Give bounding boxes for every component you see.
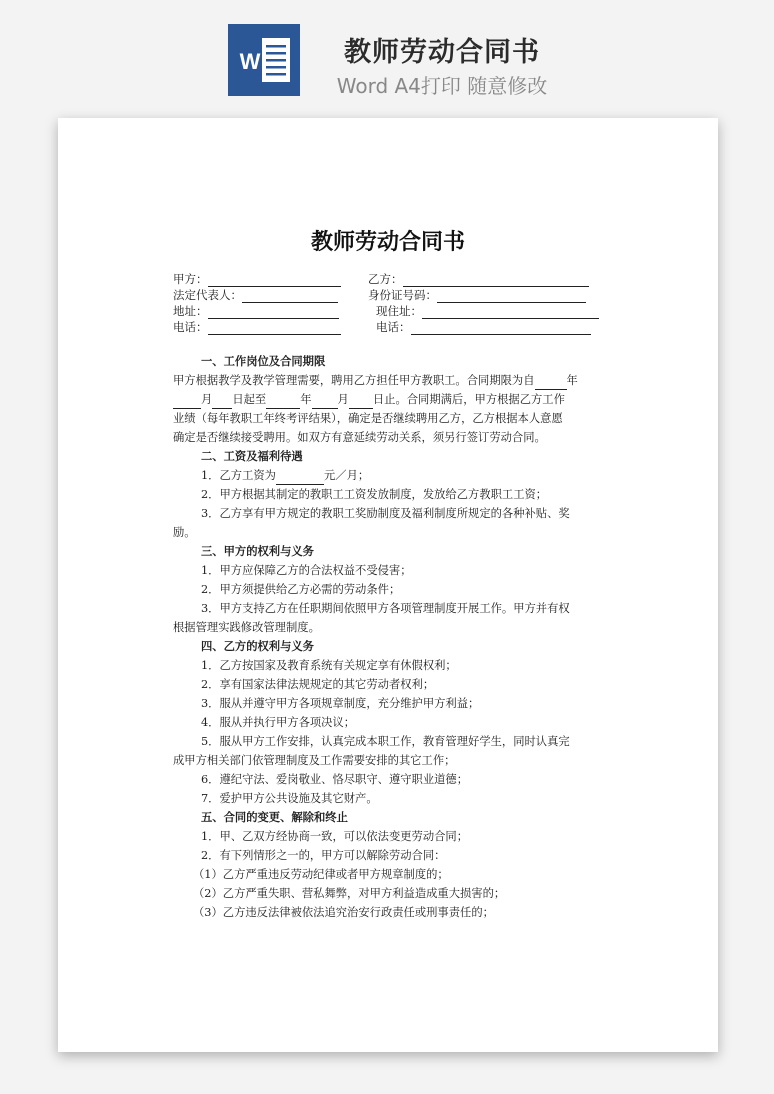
current-address-blank[interactable] bbox=[422, 305, 599, 319]
party-a-label: 甲方： bbox=[173, 272, 208, 286]
section-3-heading: 三、甲方的权利与义务 bbox=[201, 544, 314, 558]
section-2-heading: 二、工资及福利待遇 bbox=[201, 449, 303, 463]
party-b-row bbox=[368, 271, 589, 287]
address-row bbox=[173, 303, 339, 319]
legal-rep-row bbox=[173, 287, 338, 303]
phone-b-row bbox=[376, 319, 591, 335]
word-icon-letter: W bbox=[239, 49, 261, 74]
section-5-heading: 五、合同的变更、解除和终止 bbox=[201, 810, 348, 824]
phone-a-label: 电话： bbox=[173, 320, 208, 334]
start-month-blank[interactable] bbox=[173, 395, 201, 409]
address-blank[interactable] bbox=[208, 305, 339, 319]
section-4-item: 6．遵纪守法、爱岗敬业、恪尽职守、遵守职业道德； bbox=[201, 773, 469, 786]
section-4-item: 5．服从甲方工作安排，认真完成本职工作，教育管理好学生，同时认真完 bbox=[201, 735, 570, 748]
header-title: 教师劳动合同书 bbox=[344, 37, 540, 68]
section-1-line: 业绩（每年教职工年终考评结果），确定是否继续聘用乙方，乙方根据本人意愿 bbox=[173, 412, 563, 425]
section-3-item: 2．甲方须提供给乙方必需的劳动条件； bbox=[201, 583, 401, 596]
section-3-item-cont: 根据管理实践修改管理制度。 bbox=[173, 621, 320, 634]
party-a-blank[interactable] bbox=[208, 273, 341, 287]
section-2-item: 1．乙方工资为 元／月； bbox=[173, 466, 603, 485]
current-address-row bbox=[376, 303, 599, 319]
section-1-heading: 一、工作岗位及合同期限 bbox=[201, 354, 326, 368]
phone-a-blank[interactable] bbox=[208, 321, 341, 335]
contract-body bbox=[173, 352, 603, 922]
section-1-line: 甲方根据教学及教学管理需要，聘用乙方担任甲方教职工。合同期限为自 年 bbox=[173, 371, 603, 390]
document-title: 教师劳动合同书 bbox=[310, 229, 465, 255]
end-year-blank[interactable] bbox=[266, 395, 300, 409]
section-3-item: 3．甲方支持乙方在任职期间依照甲方各项管理制度开展工作。甲方并有权 bbox=[201, 602, 570, 615]
section-5-subitem: （1）乙方严重违反劳动纪律或者甲方规章制度的； bbox=[193, 868, 449, 881]
section-2-item-cont: 励。 bbox=[173, 526, 196, 539]
document-page bbox=[58, 118, 718, 1052]
section-5-subitem: （2）乙方严重失职、营私舞弊，对甲方利益造成重大损害的； bbox=[193, 887, 506, 900]
section-4-item: 3．服从并遵守甲方各项规章制度，充分维护甲方利益； bbox=[201, 697, 480, 710]
section-1-line: 月 日起至 年 月 日止。合同期满后，甲方根据乙方工作 bbox=[173, 390, 603, 409]
start-day-blank[interactable] bbox=[212, 395, 232, 409]
party-b-label: 乙方： bbox=[368, 272, 403, 286]
start-year-blank[interactable] bbox=[535, 376, 567, 390]
party-a-row bbox=[173, 271, 341, 287]
end-day-blank[interactable] bbox=[349, 395, 373, 409]
section-2-item: 3．乙方享有甲方规定的教职工奖励制度及福利制度所规定的各种补贴、奖 bbox=[201, 507, 570, 520]
party-b-blank[interactable] bbox=[403, 273, 589, 287]
id-number-label: 身份证号码： bbox=[368, 288, 437, 302]
section-4-item: 7．爱护甲方公共设施及其它财产。 bbox=[201, 792, 378, 805]
page-header bbox=[0, 0, 774, 118]
section-4-item: 4．服从并执行甲方各项决议； bbox=[201, 716, 356, 729]
section-1-line: 确定是否继续接受聘用。如双方有意延续劳动关系，须另行签订劳动合同。 bbox=[173, 431, 546, 444]
id-number-blank[interactable] bbox=[437, 289, 586, 303]
section-4-heading: 四、乙方的权利与义务 bbox=[201, 639, 314, 653]
id-number-row bbox=[368, 287, 586, 303]
section-2-item: 2．甲方根据其制定的教职工工资发放制度，发放给乙方教职工工资； bbox=[201, 488, 548, 501]
section-5-item: 1．甲、乙双方经协商一致，可以依法变更劳动合同； bbox=[201, 830, 469, 843]
phone-b-label: 电话： bbox=[376, 320, 411, 334]
section-3-item: 1．甲方应保障乙方的合法权益不受侵害； bbox=[201, 564, 412, 577]
header-subtitle: Word A4打印 随意修改 bbox=[336, 74, 548, 98]
section-5-item: 2．有下列情形之一的，甲方可以解除劳动合同： bbox=[201, 849, 446, 862]
section-4-item: 2．享有国家法律法规规定的其它劳动者权利； bbox=[201, 678, 435, 691]
legal-rep-blank[interactable] bbox=[242, 289, 338, 303]
legal-rep-label: 法定代表人： bbox=[173, 288, 242, 302]
section-5-subitem: （3）乙方违反法律被依法追究治安行政责任或刑事责任的； bbox=[193, 906, 494, 919]
phone-a-row bbox=[173, 319, 341, 335]
salary-blank[interactable] bbox=[276, 471, 324, 485]
section-4-item: 1．乙方按国家及教育系统有关规定享有休假权利； bbox=[201, 659, 457, 672]
word-document-icon bbox=[228, 24, 300, 96]
address-label: 地址： bbox=[173, 304, 208, 318]
section-4-item-cont: 成甲方相关部门依管理制度及工作需要安排的其它工作； bbox=[173, 754, 456, 767]
phone-b-blank[interactable] bbox=[411, 321, 591, 335]
end-month-blank[interactable] bbox=[312, 395, 338, 409]
current-address-label: 现住址： bbox=[376, 304, 422, 318]
